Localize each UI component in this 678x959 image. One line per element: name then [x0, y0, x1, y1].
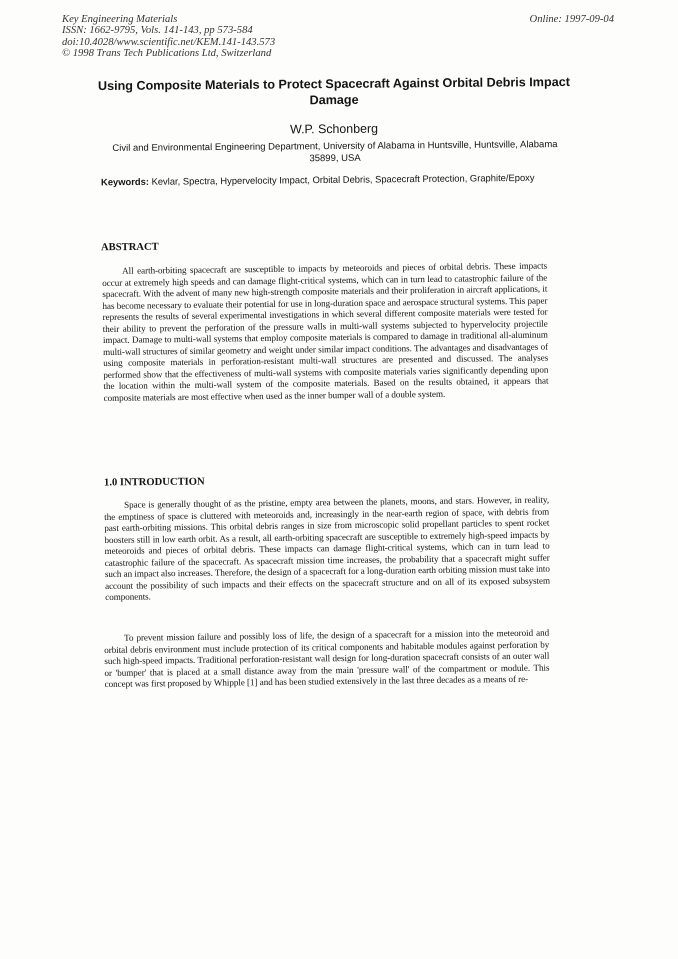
keywords-text: Kevlar, Spectra, Hypervelocity Impact, Orbital Debris, Spacecraft Protection, Graphite/Epoxy — [151, 171, 535, 187]
introduction-heading: 1.0 INTRODUCTION — [103, 476, 205, 489]
introduction-paragraph-1: Space is generally thought of as the pristine, empty area between the planets, moons, and stars. However, in reality, the emptiness of space is cluttered with meteoroids and, increasingly in the near-earth region of space, with debris from past earth-orbiting missions. This orbital debris ranges in size from microscopic solid propellant particles to spent rocket boosters still in low earth orbit. As a result, all earth-orbiting spacecraft are susceptible to extremely high-speed impacts by meteoroids and pieces of orbital debris. These impacts can damage flight-critical systems, which can in turn lead to catastrophic failure of the spacecraft. As spacecraft mission time increases, the probability that a spacecraft might suffer such an impact also increases. Therefore, the design of a spacecraft for a long-duration earth orbiting mission must take into account the possibility of such impacts and their effects on the spacecraft structure and on all of its exposed subsystem components. — [104, 494, 551, 603]
issn-line: ISSN: 1662-9795, Vols. 141-143, pp 573-584 — [62, 25, 253, 37]
abstract-heading: ABSTRACT — [100, 241, 159, 254]
abstract-text: All earth-orbiting spacecraft are susceptible to impacts by meteoroids and pieces of orbital debris. These impacts occur at extremely high speeds and can damage flight-critical systems, which can in turn lead to catastrophic failure of the spacecraft. With the advent of many new high-strength composite materials and their proliferation in aircraft applications, it has become necessary to evaluate their potential for use in long-duration space and aerospace structural systems. This paper represents the results of several experimental investigations in which several different composite materials were tested for their ability to prevent the perforation of the pressure walls in multi-wall systems subjected to hypervelocity projectile impact. Damage to multi-wall systems that employ composite materials is compared to damage in traditional all-aluminum multi-wall structures of similar geometry and weight under similar impact conditions. The advantages and disadvantages of using composite materials in perforation-resistant multi-wall structures are presented and discussed. The analyses performed show that the effectiveness of multi-wall systems with composite materials varies significantly depending upon the location within the multi-wall system of the composite materials. Based on the results obtained, it appears that composite materials are most effective when used as the inner bumper wall of a double system. — [102, 260, 549, 404]
doi-line[interactable]: doi:10.4028/www.scientific.net/KEM.141-143.573 — [62, 36, 276, 48]
copyright-line: © 1998 Trans Tech Publications Ltd, Switzerland — [62, 48, 272, 60]
keywords-label: Keywords: — [100, 175, 149, 188]
introduction-paragraph-2: To prevent mission failure and possibly loss of life, the design of a spacecraft for a mission into the meteoroid and orbital debris environment must include protection of its critical components and habitable modules against perforation by such high-speed impacts. Traditional perforation-resistant wall design for long-duration spacecraft consists of an outer wall or 'bumper' that is placed at a small distance away from the main 'pressure wall' of the compartment or module. This concept was first proposed by Whipple [1] and has been studied extensively in the last three decades as a means of re- — [104, 627, 550, 690]
keywords-block — [101, 172, 547, 189]
journal-name: Key Engineering Materials — [62, 14, 178, 25]
online-date: Online: 1997-09-04 — [529, 14, 614, 25]
publication-header — [62, 14, 392, 60]
author-affiliation: Civil and Environmental Engineering Department, University of Alabama in Huntsville, Huntsville, Alabama 35899, USA — [112, 139, 558, 165]
author-name: W.P. Schonberg — [289, 121, 379, 137]
paper-title: Using Composite Materials to Protect Spacecraft Against Orbital Debris Impact Damage — [97, 74, 570, 108]
